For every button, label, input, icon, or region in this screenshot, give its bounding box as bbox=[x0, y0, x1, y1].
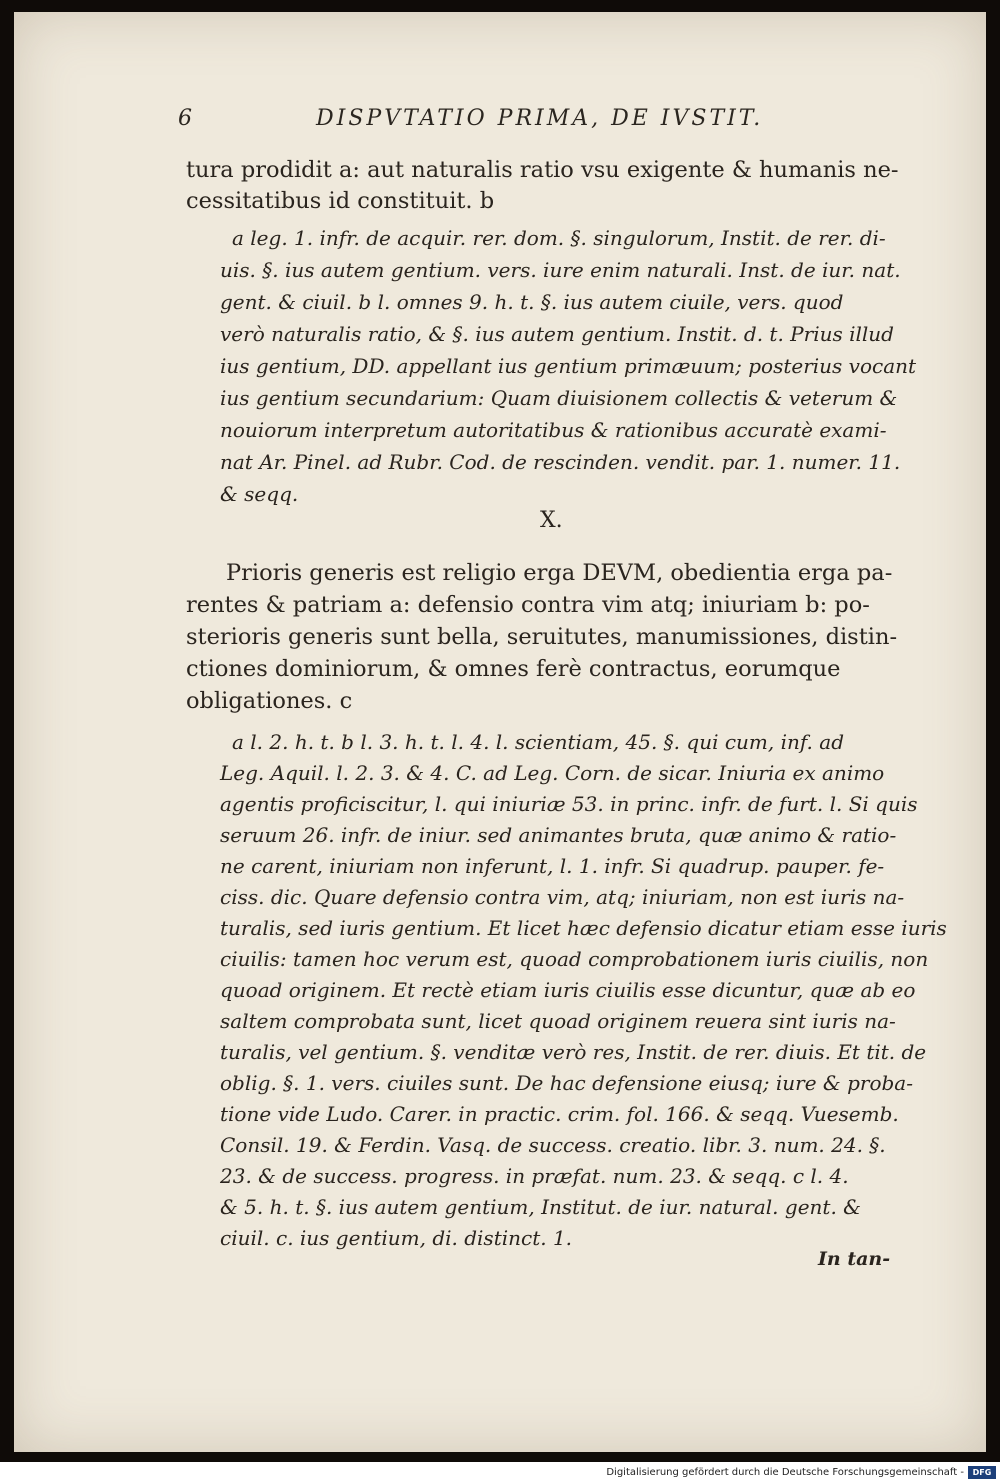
footnote-line: agentis proficiscitur, l. qui iniuriæ 53. in princ. infr. de furt. l. Si quis bbox=[220, 792, 918, 816]
footnote-line: tione vide Ludo. Carer. in practic. crim. fol. 166. & seqq. Vuesemb. bbox=[220, 1102, 899, 1126]
running-title: DISPVTATIO PRIMA, DE IVSTIT. bbox=[316, 106, 764, 131]
footnote-line: 23. & de success. progress. in præfat. num. 23. & seqq. c l. 4. bbox=[220, 1164, 849, 1188]
footnote-line: oblig. §. 1. vers. ciuiles sunt. De hac defensione eiusq; iure & proba- bbox=[220, 1071, 913, 1095]
body-line: obligationes. c bbox=[186, 688, 353, 714]
footnote-line: ciuilis: tamen hoc verum est, quoad comprobationem iuris ciuilis, non bbox=[220, 947, 929, 971]
page-number: 6 bbox=[178, 106, 194, 131]
footnote-line: Consil. 19. & Ferdin. Vasq. de success. creatio. libr. 3. num. 24. §. bbox=[220, 1133, 886, 1157]
footnote-line: seruum 26. infr. de iniur. sed animantes bruta, quæ animo & ratio- bbox=[220, 823, 897, 847]
section-number: X. bbox=[540, 508, 563, 533]
footer-credit: Digitalisierung gefördert durch die Deutsche Forschungsgemeinschaft - bbox=[606, 1467, 964, 1478]
footnote-line: ius gentium secundarium: Quam diuisionem collectis & veterum & bbox=[220, 386, 898, 410]
footnote-line: ius gentium, DD. appellant ius gentium primæuum; posterius vocant bbox=[220, 354, 917, 378]
footnote-line: a leg. 1. infr. de acquir. rer. dom. §. singulorum, Instit. de rer. di- bbox=[232, 226, 886, 250]
footnote-line: ciuil. c. ius gentium, di. distinct. 1. bbox=[220, 1226, 573, 1250]
body-line: tura prodidit a: aut naturalis ratio vsu exigente & humanis ne- bbox=[186, 157, 899, 183]
body-line: sterioris generis sunt bella, seruitutes, manumissiones, distin- bbox=[186, 624, 898, 650]
footnote-line: Leg. Aquil. l. 2. 3. & 4. C. ad Leg. Corn. de sicar. Iniuria ex animo bbox=[220, 761, 885, 785]
footnote-line: & 5. h. t. §. ius autem gentium, Institut. de iur. natural. gent. & bbox=[220, 1195, 861, 1219]
footnote-line: turalis, vel gentium. §. venditæ verò res, Instit. de rer. diuis. Et tit. de bbox=[220, 1040, 927, 1064]
footnote-line: nouiorum interpretum autoritatibus & rationibus accuratè exami- bbox=[220, 418, 887, 442]
footnote-line: gent. & ciuil. b l. omnes 9. h. t. §. ius autem ciuile, vers. quod bbox=[220, 290, 844, 314]
body-line: rentes & patriam a: defensio contra vim atq; iniuriam b: po- bbox=[186, 592, 870, 618]
footnote-line: ciss. dic. Quare defensio contra vim, atq; iniuriam, non est iuris na- bbox=[220, 885, 905, 909]
footnote-line: ne carent, iniuriam non inferunt, l. 1. infr. Si quadrup. pauper. fe- bbox=[220, 854, 885, 878]
footnote-line: verò naturalis ratio, & §. ius autem gentium. Instit. d. t. Prius illud bbox=[220, 322, 894, 346]
catchword: In tan- bbox=[818, 1248, 891, 1270]
body-line: cessitatibus id constituit. b bbox=[186, 188, 495, 214]
footnote-line: quoad originem. Et rectè etiam iuris ciuilis esse dicuntur, quæ ab eo bbox=[220, 978, 916, 1002]
body-line: ctiones dominiorum, & omnes ferè contractus, eorumque bbox=[186, 656, 841, 682]
footnote-line: nat Ar. Pinel. ad Rubr. Cod. de rescinden. vendit. par. 1. numer. 11. bbox=[220, 450, 901, 474]
dfg-logo: DFG bbox=[968, 1466, 996, 1479]
footnote-line: uis. §. ius autem gentium. vers. iure enim naturali. Inst. de iur. nat. bbox=[220, 258, 901, 282]
footnote-line: a l. 2. h. t. b l. 3. h. t. l. 4. l. scientiam, 45. §. qui cum, inf. ad bbox=[232, 730, 845, 754]
footnote-line: & seqq. bbox=[220, 482, 299, 506]
footnote-line: turalis, sed iuris gentium. Et licet hæc defensio dicatur etiam esse iuris bbox=[220, 916, 947, 940]
footnote-line: saltem comprobata sunt, licet quoad originem reuera sint iuris na- bbox=[220, 1009, 896, 1033]
body-line: Prioris generis est religio erga DEVM, obedientia erga pa- bbox=[226, 560, 893, 586]
digitization-footer bbox=[0, 1462, 1000, 1484]
